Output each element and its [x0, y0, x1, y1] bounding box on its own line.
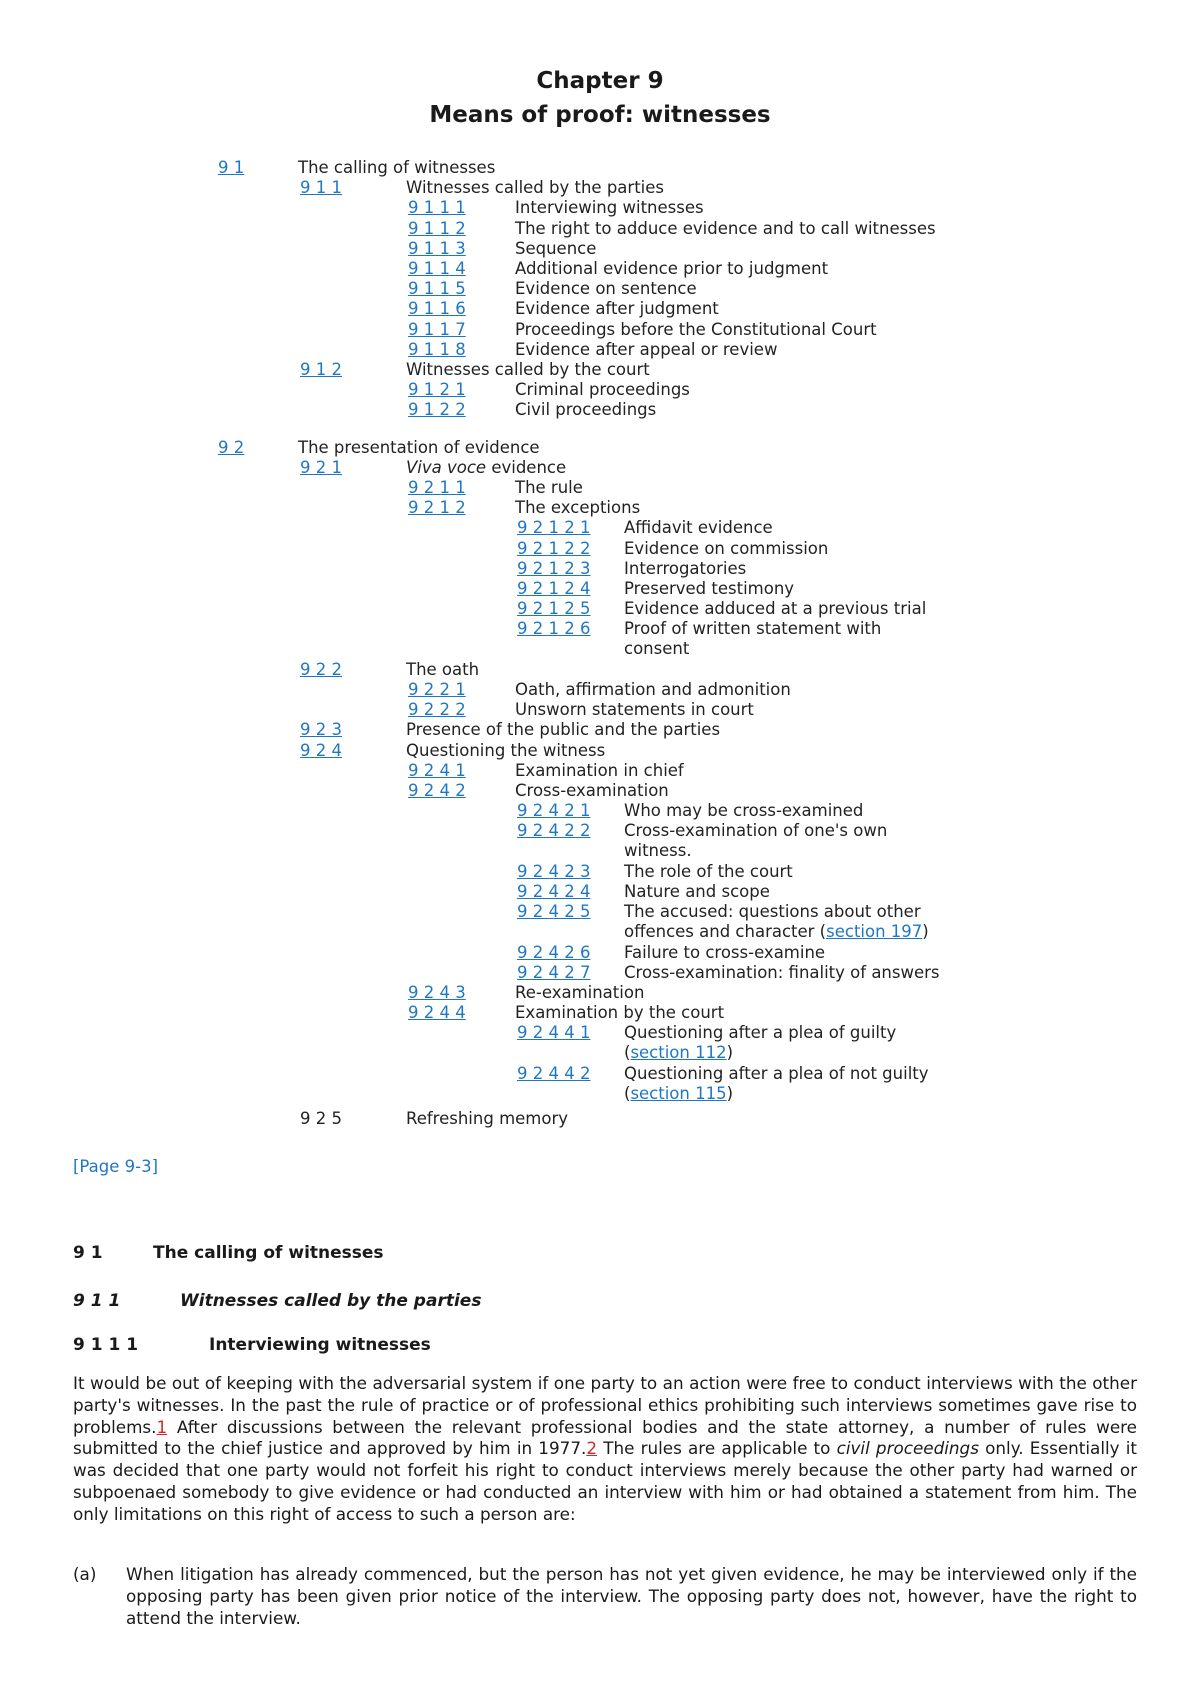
toc-entry-link[interactable]: 9 1 1 2 — [408, 218, 466, 238]
toc-entry-link[interactable]: 9 2 4 2 6 — [517, 942, 591, 962]
toc-entry-label — [624, 1023, 896, 1063]
toc-label-line: Criminal proceedings — [515, 380, 690, 400]
toc-entry-label — [515, 259, 828, 279]
toc-entry-link[interactable]: 9 2 4 2 — [408, 781, 466, 800]
chapter-title: Means of proof: witnesses — [429, 102, 771, 128]
toc-entry-link[interactable]: 9 2 4 4 2 — [517, 1063, 591, 1083]
toc-entry-label — [298, 158, 495, 178]
toc-entry-link[interactable]: 9 1 — [218, 158, 245, 177]
toc-entry-label — [515, 279, 697, 299]
toc-entry-link[interactable]: 9 2 4 1 — [408, 760, 466, 780]
toc-label-line: The presentation of evidence — [298, 437, 540, 457]
toc-label-line: Examination in chief — [515, 760, 684, 780]
paragraph-text: It would be out of keeping with the adversarial system if one party to an action were free to conduct interviews with the other party's witnesses. In the past the rule of practice or of professional ethics prohibiting such interviews sometimes gave rise to problems. — [73, 1373, 1137, 1437]
toc-label-text: ) — [922, 922, 929, 942]
toc-label-line: Evidence adduced at a previous trial — [624, 599, 927, 619]
toc-entry-label — [406, 360, 650, 380]
toc-entry-link[interactable]: 9 1 1 6 — [408, 299, 466, 319]
toc-entry-link[interactable]: 9 2 4 2 7 — [517, 962, 591, 982]
toc-entry-label — [515, 761, 684, 781]
toc-entry-label — [515, 400, 656, 420]
toc-label-line: Affidavit evidence — [624, 518, 773, 538]
toc-label-line: The calling of witnesses — [298, 158, 496, 177]
toc-entry-label — [406, 458, 566, 478]
toc-entry-label — [515, 700, 754, 720]
toc-entry-link[interactable]: 9 2 — [218, 437, 245, 457]
section-number: 9 1 1 1 — [73, 1335, 139, 1355]
toc-entry-label — [515, 340, 777, 360]
toc-label-italic: Viva voce — [406, 457, 487, 477]
toc-entry-link[interactable]: 9 2 1 2 5 — [517, 599, 591, 619]
section-title: Interviewing witnesses — [209, 1335, 431, 1355]
toc-label-line: Evidence after judgment — [515, 299, 719, 319]
toc-label-line: Witnesses called by the parties — [406, 178, 664, 198]
toc-entry-label — [624, 882, 770, 902]
footnote-link-2[interactable]: 2 — [586, 1438, 598, 1459]
toc-label-line: Unsworn statements in court — [515, 700, 754, 720]
toc-entry-label — [624, 963, 940, 983]
toc-entry-label — [515, 781, 669, 801]
toc-label-line: Nature and scope — [624, 882, 770, 901]
toc-entry-label — [624, 801, 863, 821]
toc-entry-label — [406, 720, 720, 740]
toc-entry-link[interactable]: 9 2 1 2 6 — [517, 619, 591, 639]
toc-label-line: Evidence after appeal or review — [515, 339, 778, 359]
toc-label-line — [624, 1084, 929, 1104]
toc-label-line: The oath — [406, 659, 480, 679]
page-marker: [Page 9-3] — [73, 1157, 159, 1176]
toc-label-line: Cross-examination of one's own — [624, 821, 888, 841]
toc-label-line: Sequence — [515, 238, 597, 258]
toc-entry-label — [515, 299, 719, 319]
toc-entry-link[interactable]: 9 2 1 2 — [408, 498, 466, 518]
toc-label-line: The role of the court — [624, 861, 793, 881]
toc-entry-label — [624, 619, 881, 659]
toc-label-line: Cross-examination: finality of answers — [624, 962, 940, 982]
toc-entry-label — [624, 943, 825, 963]
body-paragraph — [73, 1373, 1137, 1526]
toc-entry-link[interactable]: 9 1 1 5 — [408, 279, 466, 299]
list-marker: (a) — [73, 1564, 97, 1584]
toc-entry-label — [624, 579, 794, 599]
toc-entry-link[interactable]: 9 2 2 — [300, 659, 342, 679]
section-number: 9 1 1 — [73, 1291, 121, 1311]
paragraph-text: only. Essentially it was decided that one party would not forfeit his right to conduct interviews merely because the other party had warned or subpoenaed somebody to give evidence or had conducted an interview with him or had obtained a statement from him. The only limitations on this right of access to such a person are: — [73, 1438, 1137, 1524]
toc-label-line: Questioning the witness — [406, 740, 606, 760]
footnote-link-1[interactable]: 1 — [156, 1416, 168, 1437]
toc-entry-label — [298, 438, 540, 458]
section-reference-link[interactable]: section 112 — [630, 1043, 727, 1063]
paragraph-text: The rules are applicable to — [597, 1438, 837, 1459]
toc-entry-link[interactable]: 9 2 4 4 — [408, 1003, 466, 1023]
toc-entry-link[interactable]: 9 1 1 7 — [408, 319, 466, 339]
toc-entry-link[interactable]: 9 1 2 — [300, 360, 342, 379]
toc-label-line: Proceedings before the Constitutional Court — [515, 319, 877, 339]
toc-label-line: consent — [624, 639, 690, 659]
toc-entry-link[interactable]: 9 1 1 8 — [408, 339, 466, 359]
toc-entry-label — [515, 239, 596, 259]
toc-label-line: Interrogatories — [624, 558, 747, 578]
chapter-number: Chapter 9 — [536, 68, 664, 94]
toc-entry-label — [515, 198, 704, 218]
toc-entry-label — [624, 559, 746, 579]
toc-label-line: Questioning after a plea of guilty — [624, 1023, 897, 1043]
toc-label-rest: evidence — [486, 457, 567, 477]
toc-label-line: Refreshing memory — [406, 1109, 569, 1129]
toc-entry-label — [406, 1109, 568, 1129]
toc-entry-link[interactable]: 9 2 4 2 5 — [517, 902, 591, 922]
toc-label-line: witness. — [624, 841, 692, 861]
toc-label-text: offences and character ( — [624, 922, 827, 942]
toc-entry-label — [515, 498, 640, 518]
toc-entry-number: 9 2 5 — [300, 1109, 342, 1129]
section-title: The calling of witnesses — [153, 1243, 384, 1263]
toc-label-line: Re-examination — [515, 983, 645, 1002]
toc-entry-link[interactable]: 9 2 3 — [300, 720, 342, 740]
toc-entry-link[interactable]: 9 2 4 2 1 — [517, 801, 591, 821]
toc-entry-label — [624, 821, 887, 861]
toc-label-line — [624, 922, 929, 942]
toc-label-line: Evidence on sentence — [515, 279, 697, 299]
toc-entry-label — [515, 320, 877, 340]
toc-entry-label — [515, 380, 690, 400]
toc-label-line — [624, 1043, 896, 1063]
toc-entry-label — [624, 539, 828, 559]
toc-label-line: Civil proceedings — [515, 400, 657, 420]
toc-label-line: The rule — [515, 478, 583, 497]
section-reference-link[interactable]: section 115 — [630, 1083, 727, 1103]
toc-entry-link[interactable]: 9 2 4 3 — [408, 983, 466, 1002]
toc-entry-link[interactable]: 9 1 1 — [300, 178, 342, 198]
toc-entry-label — [624, 902, 929, 942]
toc-label-line: Proof of written statement with — [624, 619, 882, 639]
toc-entry-label — [515, 219, 936, 239]
toc-entry-link[interactable]: 9 2 1 2 1 — [517, 518, 591, 538]
toc-label-text: ) — [726, 1083, 734, 1103]
list-item-text: When litigation has already commenced, but the person has not yet given evidence, he may be interviewed only if the opposing party has been given prior notice of the interview. The opposing party does not, however, have the right to attend the interview. — [126, 1564, 1137, 1628]
toc-entry-link[interactable]: 9 2 2 1 — [408, 680, 466, 699]
toc-label-line: Interviewing witnesses — [515, 198, 704, 218]
toc-label-line: Additional evidence prior to judgment — [515, 259, 829, 278]
toc-entry-link[interactable]: 9 1 1 3 — [408, 238, 466, 258]
toc-entry-label — [515, 680, 791, 700]
toc-label-line: Questioning after a plea of not guilty — [624, 1063, 929, 1083]
toc-entry-link[interactable]: 9 1 1 4 — [408, 259, 466, 278]
toc-label-line: Oath, affirmation and admonition — [515, 680, 791, 699]
toc-entry-label — [515, 1003, 724, 1023]
toc-entry-link[interactable]: 9 2 1 2 3 — [517, 558, 591, 578]
toc-entry-link[interactable]: 9 2 4 2 2 — [517, 821, 591, 841]
toc-label-line: The accused: questions about other — [624, 902, 921, 922]
toc-entry-link[interactable]: 9 1 1 1 — [408, 198, 466, 218]
toc-entry-label — [624, 518, 773, 538]
toc-entry-link[interactable]: 9 2 4 2 3 — [517, 861, 591, 881]
toc-entry-link[interactable]: 9 2 1 2 2 — [517, 538, 591, 558]
paragraph-emphasis: civil proceedings — [836, 1438, 979, 1459]
toc-entry-label — [515, 983, 644, 1003]
toc-entry-label — [624, 862, 793, 882]
section-number: 9 1 — [73, 1243, 103, 1263]
toc-label-text: ) — [726, 1043, 734, 1063]
section-title: Witnesses called by the parties — [180, 1291, 482, 1311]
toc-entry-label — [624, 1064, 929, 1104]
toc-entry-label — [406, 178, 664, 198]
toc-entry-label — [406, 660, 479, 680]
toc-label-text: ( — [624, 1043, 631, 1063]
toc-entry-link[interactable]: 9 1 2 1 — [408, 380, 466, 400]
toc-label-line: Presence of the public and the parties — [406, 720, 721, 740]
toc-entry-link[interactable]: 9 2 1 1 — [408, 478, 466, 497]
section-reference-link[interactable]: section 197 — [826, 922, 923, 942]
toc-entry-label — [624, 599, 926, 619]
toc-label-line: Witnesses called by the court — [406, 360, 650, 379]
toc-label-line: Who may be cross-examined — [624, 801, 864, 821]
toc-label-line: Preserved testimony — [624, 579, 795, 598]
paragraph-text: After discussions between the relevant professional bodies and the state attorney, a number of rules were submitted to the chief justice and approved by him in 1977. — [73, 1416, 1137, 1459]
toc-label-line: The exceptions — [515, 498, 641, 518]
toc-entry-link[interactable]: 9 2 4 — [300, 740, 342, 760]
toc-label-line: Cross-examination — [515, 781, 669, 800]
toc-entry-label — [515, 478, 583, 498]
toc-label-line: Failure to cross-examine — [624, 942, 826, 962]
toc-entry-link[interactable]: 9 2 4 2 4 — [517, 882, 591, 901]
toc-entry-link[interactable]: 9 2 1 — [300, 457, 342, 477]
toc-label-text: ( — [624, 1083, 631, 1103]
toc-label-line: Examination by the court — [515, 1003, 725, 1023]
toc-entry-link[interactable]: 9 2 1 2 4 — [517, 579, 591, 598]
toc-entry-label — [406, 741, 605, 761]
toc-label-line: The right to adduce evidence and to call witnesses — [515, 218, 936, 238]
toc-entry-link[interactable]: 9 1 2 2 — [408, 400, 466, 420]
toc-label-line: Evidence on commission — [624, 538, 829, 558]
toc-entry-link[interactable]: 9 2 2 2 — [408, 700, 466, 720]
toc-entry-link[interactable]: 9 2 4 4 1 — [517, 1023, 591, 1043]
